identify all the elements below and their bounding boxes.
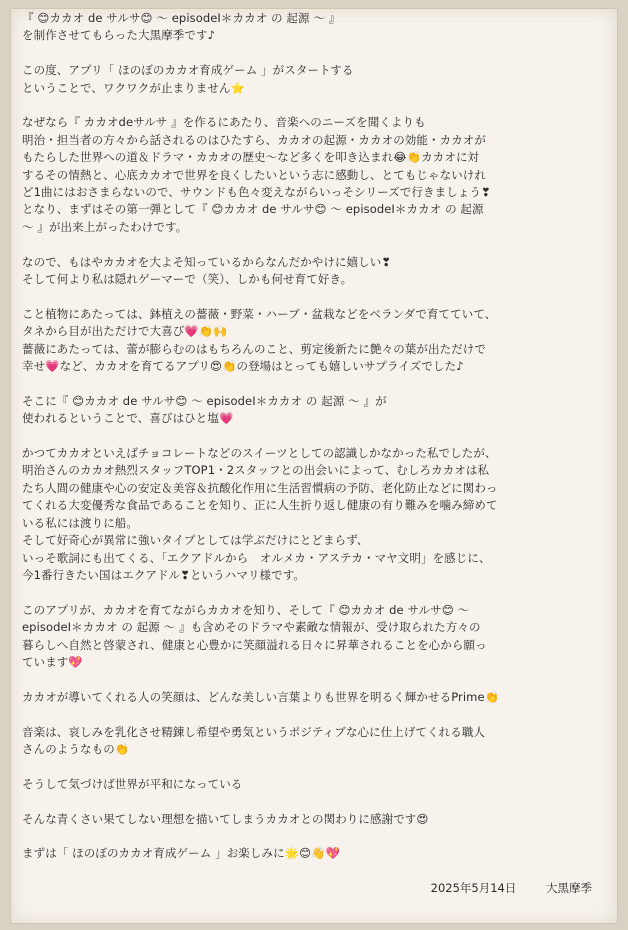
letter-date: 2025年5月14日 (430, 881, 517, 895)
letter-line: 明治・担当者の方々から話されるのはひたすら、カカオの起源・カカオの効能・カカオが (22, 132, 486, 147)
letter-author: 大黒摩季 (546, 881, 592, 895)
letter-line: いる私には渡りに船。 (22, 515, 138, 530)
letter-paragraph (22, 602, 588, 672)
letter-line: ど1曲にはおさまらないので、サウンドも色々変えながらいっそシリーズで行きましょう❣ (22, 185, 491, 200)
letter-line: なので、もはやカカオを大よそ知っているからなんだかやけに嬉しい❣ (22, 254, 392, 269)
letter-paragraph (22, 114, 588, 236)
letter-line: このアプリが、カカオを育てながらカカオを知り、そして『 😊カカオ de サルサ😊 ～ (22, 602, 470, 617)
letter-line: なぜなら『 カカオdeサルサ 』を作るにあたり、音楽へのニーズを聞くよりも (22, 115, 426, 130)
letter-line: ～ 』が出来上がったわけです。 (22, 219, 188, 234)
letter-line: 今1番行きたい国はエクアドル❣というハマリ様です。 (22, 567, 306, 582)
letter-line: タネから目が出ただけで大喜び💗👏🙌 (22, 324, 228, 339)
letter-line: かつてカカオといえばチョコレートなどのスイーツとしての認識しかなかった私でしたが、 (22, 446, 497, 461)
letter-line: 音楽は、哀しみを乳化させ精錬し希望や勇気というポジティブな心に仕上げてくれる職人 (22, 724, 486, 739)
letter-line: たち人間の健康や心の安定＆美容＆抗酸化作用に生活習慣病の予防、老化防止などに関わっ (22, 480, 498, 495)
letter-line: てくれる大変優秀な食品であることを知り、正に人生折り返し健康の有り難みを噛み締めて (22, 498, 498, 513)
letter-line: そして好奇心が異常に強いタイプとしては学ぶだけにとどまらず、 (22, 533, 369, 548)
letter-paragraph (22, 306, 588, 376)
letter-line: episodeⅠ＊カカオ の 起源 ～ 』も含めそのドラマや素敵な情報が、受け取られた方々の (22, 620, 481, 635)
letter-line: この度、アプリ「 ほのぼのカカオ育成ゲーム 」がスタートする (22, 63, 354, 78)
letter-paragraph (22, 393, 588, 428)
letter-paragraph (22, 254, 588, 289)
letter-line: もたらした世界への道＆ドラマ・カカオの歴史～など多くを叩き込まれ😂👏カカオに対 (22, 150, 480, 165)
letter-line: 暮らしへ自然と啓蒙され、健康と心豊かに笑顔溢れる日々に昇華されることを心から願っ (22, 637, 487, 652)
letter-line: 使われるということで、喜びはひと塩💗 (22, 411, 234, 426)
letter-line: まずは「 ほのぼのカカオ育成ゲーム 」お楽しみに🌟😊👋💖 (22, 846, 341, 861)
letter-line: こと植物にあたっては、鉢植えの薔薇・野菜・ハーブ・盆栽などをベランダで育てていて、 (22, 306, 497, 321)
letter-line: いっそ歌詞にも出てくる、「エクアドルから オルメカ・アステカ・マヤ文明」を感じに、 (22, 550, 491, 565)
letter-line: 『 😊カカオ de サルサ😊 ～ episodeⅠ＊カカオ の 起源 ～ 』 (22, 11, 341, 25)
letter-paragraph (22, 445, 588, 584)
letter-paragraph (22, 724, 588, 759)
letter-line: を制作させてもらった大黒摩季です♪ (22, 28, 216, 43)
letter-line: そして何より私は隠れゲーマーで（笑）、しかも何せ育て好き。 (22, 272, 353, 287)
letter-footer (431, 880, 592, 896)
letter-line: そこに『 😊カカオ de サルサ😊 ～ episodeⅠ＊カカオ の 起源 ～ 』が (22, 393, 387, 408)
letter-line: さんのようなもの👏 (22, 741, 130, 756)
letter-paragraph (22, 62, 588, 97)
letter-line: そうして気づけば世界が平和になっている (22, 776, 243, 791)
letter-paragraph (22, 811, 588, 828)
letter-line: ということで、ワクワクが止まりません⭐ (22, 80, 245, 95)
letter-line: ています💖 (22, 654, 83, 669)
letter-body (22, 10, 588, 880)
letter-line: するその情熱と、心底カカオで世界を良くしたいという志に感動し、とてもじゃないけれ (22, 167, 486, 182)
letter-paragraph (22, 776, 588, 793)
letter-line: 幸せ💗など、カカオを育てるアプリ😍👏の登場はとっても嬉しいサプライズでした♪ (22, 359, 464, 374)
letter-line: となり、まずはその第一弾として『 😊カカオ de サルサ😊 ～ episodeⅠ＊カカオ の 起源 (22, 202, 484, 217)
letter-paragraph (22, 10, 588, 45)
letter-line: 明治さんのカカオ熱烈スタッフTOP1・2スタッフとの出会いによって、むしろカカオは私 (22, 463, 490, 478)
letter-paragraph (22, 845, 588, 862)
letter-line: 薔薇にあたっては、蕾が膨らむのはもちろんのこと、剪定後新たに艶々の葉が出ただけで (22, 341, 486, 356)
letter-line: カカオが導いてくれる人の笑顔は、どんな美しい言葉よりも世界を明るく輝かせるPrime👏 (22, 689, 500, 704)
letter-paragraph (22, 689, 588, 706)
letter-line: そんな青くさい果てしない理想を描いてしまうカカオとの関わりに感謝です😍 (22, 811, 429, 826)
